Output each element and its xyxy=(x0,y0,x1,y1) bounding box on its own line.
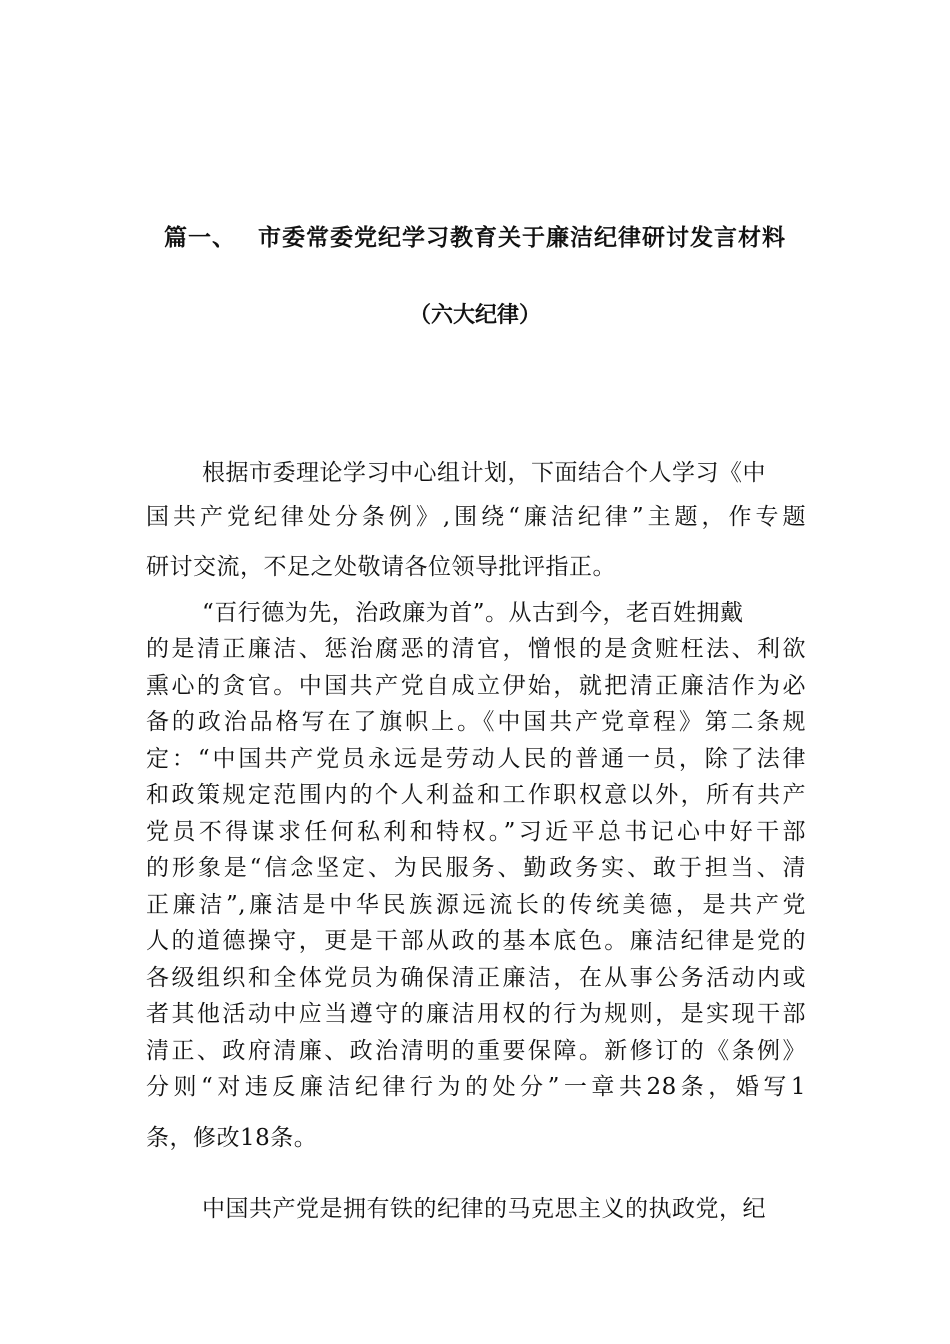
paragraph-line: “百行德为先，治政廉为首”。从古到今，老百姓拥戴 xyxy=(202,600,744,626)
paragraph-line: 定：“中国共产党员永远是劳动人民的普通一员，除了法律 xyxy=(146,746,806,772)
paragraph-line: 人的道德操守，更是干部从政的基本底色。廉洁纪律是党的 xyxy=(146,928,806,954)
paragraph-line: 者其他活动中应当遵守的廉洁用权的行为规则，是实现干部 xyxy=(146,1001,806,1027)
paragraph-line: 国共产党纪律处分条例》,围绕“廉洁纪律”主题，作专题 xyxy=(146,504,806,530)
title-number: 篇一、 xyxy=(164,225,236,251)
paragraph-line: 正廉洁”,廉洁是中华民族源远流长的传统美德，是共产党 xyxy=(146,892,806,918)
paragraph-line: 备的政治品格写在了旗帜上。《中国共产党章程》第二条规 xyxy=(146,709,806,735)
paragraph-line: 和政策规定范围内的个人利益和工作职权意以外，所有共产 xyxy=(146,782,806,808)
paragraph-line: 中国共产党是拥有铁的纪律的马克思主义的执政党，纪 xyxy=(202,1196,766,1222)
title-text: 市委常委党纪学习教育关于廉洁纪律研讨发言材料 xyxy=(258,225,786,251)
paragraph-line: 各级组织和全体党员为确保清正廉洁，在从事公务活动内或 xyxy=(146,965,806,991)
document-subtitle: （六大纪律） xyxy=(408,303,541,328)
paragraph-line: 分则“对违反廉洁纪律行为的处分”一章共28条，婚写1 xyxy=(146,1074,806,1100)
paragraph-line: 研讨交流，不足之处敬请各位领导批评指正。 xyxy=(146,554,616,580)
paragraph-line: 的是清正廉洁、惩治腐恶的清官，憎恨的是贪赃枉法、利欲 xyxy=(146,636,806,662)
paragraph-line: 党员不得谋求任何私利和特权。”习近平总书记心中好干部 xyxy=(146,819,806,845)
paragraph-line: 清正、政府清廉、政治清明的重要保障。新修订的《条例》 xyxy=(146,1038,806,1064)
paragraph-line: 熏心的贪官。中国共产党自成立伊始，就把清正廉洁作为必 xyxy=(146,673,806,699)
paragraph-line: 的形象是“信念坚定、为民服务、勤政务实、敢于担当、清 xyxy=(146,855,806,881)
document-title xyxy=(0,218,950,258)
paragraph-line: 根据市委理论学习中心组计划，下面结合个人学习《中 xyxy=(202,460,766,486)
paragraph-line: 条，修改18条。 xyxy=(146,1125,318,1151)
